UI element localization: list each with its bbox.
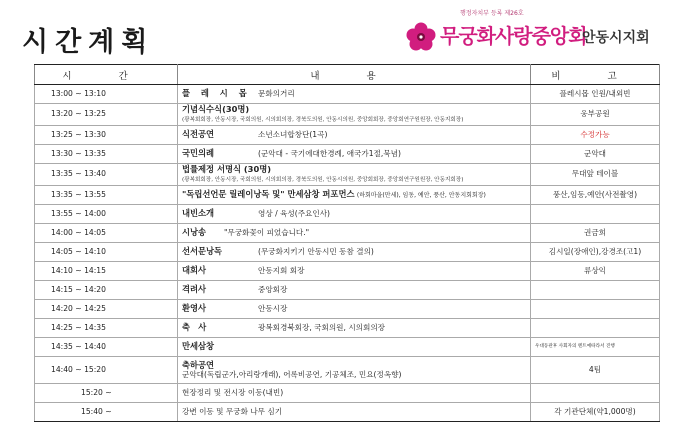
row-note: 류상익: [531, 262, 660, 281]
table-row: [35, 224, 660, 243]
row-note: 수정가능: [531, 126, 660, 145]
row-detail: 강변 이동 및 무궁화 나무 심기: [182, 406, 283, 416]
row-content: [178, 145, 531, 164]
row-label: 대회사: [182, 265, 207, 276]
row-note: 군악대: [531, 145, 660, 164]
row-content: [178, 403, 531, 422]
row-label: 만세삼창: [182, 341, 215, 352]
row-sub: (광복회회장, 안동시장, 국회의원, 시의회의장, 경북도의원, 안동시의원, 중앙회회장, 중앙회연구원원장, 안동지회장): [182, 177, 464, 183]
row-time: 15:20 ~: [35, 384, 178, 403]
row-content: [178, 281, 531, 300]
row-time: 14:40 ~ 15:20: [35, 357, 178, 384]
row-time: 13:25 ~ 13:30: [35, 126, 178, 145]
table-row: [35, 262, 660, 281]
row-detail: 안동지회 회장: [258, 266, 305, 276]
row-content: [178, 262, 531, 281]
row-detail: "무궁화꽃이 피었습니다.": [224, 228, 310, 238]
row-content: [178, 104, 531, 126]
row-time: 15:40 ~: [35, 403, 178, 422]
row-content: [178, 164, 531, 186]
row-label: 축 사: [182, 322, 207, 333]
row-note: [531, 300, 660, 319]
row-note: 무대앞 테이블: [531, 164, 660, 186]
table-row: [35, 126, 660, 145]
row-note: 플레시몹 인원/내외빈: [531, 85, 660, 104]
table-row: [35, 281, 660, 300]
row-label: 식전공연: [182, 129, 215, 140]
table-row: [35, 403, 660, 422]
row-content: [178, 224, 531, 243]
row-note: [531, 205, 660, 224]
registration-text: 행정자치부 등록 제26호: [460, 10, 524, 17]
row-content: [178, 384, 531, 403]
row-note: [531, 384, 660, 403]
row-time: 14:25 ~ 14:35: [35, 319, 178, 338]
table-header-row: [35, 65, 660, 85]
row-label: 선서문낭독: [182, 246, 223, 257]
row-time: 14:00 ~ 14:05: [35, 224, 178, 243]
row-note: 웅부공원: [531, 104, 660, 126]
mugunghwa-flower-icon: [406, 22, 436, 52]
row-detail: 안동시장: [258, 304, 288, 314]
table-row: [35, 243, 660, 262]
row-detail: 중앙회장: [258, 285, 288, 295]
row-detail: 문화의거리: [258, 89, 295, 99]
row-time: 13:35 ~ 13:40: [35, 164, 178, 186]
row-detail: 군악대(독립군가,아리랑개래), 어록비공연, 기공체조, 민요(정옥향): [182, 369, 402, 379]
row-sub: (광복회회장, 안동시장, 국회의원, 시의회의장, 경북도의원, 안동시의원, 중앙회회장, 중앙회연구원원장, 안동지회장): [182, 117, 464, 123]
row-content: [178, 205, 531, 224]
row-time: 13:20 ~ 13:25: [35, 104, 178, 126]
schedule-table: [34, 64, 660, 422]
org-name: 무궁화사랑중앙회: [440, 24, 587, 48]
header-time: 시 간: [35, 65, 178, 85]
row-note: [531, 281, 660, 300]
row-time: 14:35 ~ 14:40: [35, 338, 178, 357]
row-time: 14:10 ~ 14:15: [35, 262, 178, 281]
table-row: [35, 319, 660, 338]
row-note: 각 기관단체(약1,000명): [531, 403, 660, 422]
row-time: 14:15 ~ 14:20: [35, 281, 178, 300]
header-note: 비 고: [531, 65, 660, 85]
row-time: 13:00 ~ 13:10: [35, 85, 178, 104]
row-detail: (하회마을(만세), 임동, 예안, 풍산, 안동지회회장): [356, 192, 486, 200]
row-label: 플 레 시 몹: [182, 88, 251, 99]
row-content: [178, 126, 531, 145]
row-time: 14:05 ~ 14:10: [35, 243, 178, 262]
row-note: 우대동관후 사회자의 멘트예따라서 진행: [531, 338, 660, 357]
row-detail: (무궁화지키기 안동시민 동참 결의): [258, 247, 374, 257]
row-label: 환영사: [182, 303, 207, 314]
table-row: [35, 85, 660, 104]
row-note: 풍산,임동,예안(사전촬영): [531, 186, 660, 205]
row-time: 14:20 ~ 14:25: [35, 300, 178, 319]
row-detail: 소년소녀합창단(1곡): [258, 130, 328, 140]
row-content: [178, 338, 531, 357]
table-row: [35, 104, 660, 126]
row-label: 축하공연: [182, 359, 215, 370]
table-row: [35, 357, 660, 384]
row-content: [178, 357, 531, 384]
row-note: [531, 319, 660, 338]
row-note: 권금희: [531, 224, 660, 243]
row-time: 13:30 ~ 13:35: [35, 145, 178, 164]
org-logo: [398, 6, 666, 56]
row-label: 기념식수식(30명): [182, 104, 250, 115]
table-row: [35, 186, 660, 205]
row-label: 국민의례: [182, 148, 215, 159]
row-content: [178, 85, 531, 104]
page-title: 시간계획: [22, 27, 155, 58]
row-detail: 영상 / 육성(주요인사): [258, 209, 330, 219]
row-label: 법률제정 서명식 (30명): [182, 164, 272, 175]
row-label: "독립선언문 릴레이낭독 및" 만세삼창 퍼포먼스: [182, 189, 355, 200]
table-row: [35, 338, 660, 357]
row-detail: (군악대 - 국기에대한경례, 애국가1절,묵념): [258, 149, 401, 159]
row-label: 격려사: [182, 284, 207, 295]
row-detail: 현장정리 및 전시장 이동(내빈): [182, 387, 284, 397]
table-row: [35, 145, 660, 164]
table-row: [35, 164, 660, 186]
header-content: 내 용: [178, 65, 531, 85]
row-label: 시낭송: [182, 227, 207, 238]
row-note: 김시일(장애인),강경조(고1): [531, 243, 660, 262]
row-content: [178, 243, 531, 262]
row-time: 13:55 ~ 14:00: [35, 205, 178, 224]
table-row: [35, 300, 660, 319]
table-row: [35, 205, 660, 224]
row-content: [178, 319, 531, 338]
table-row: [35, 384, 660, 403]
row-time: 13:35 ~ 13:55: [35, 186, 178, 205]
row-content: [178, 186, 531, 205]
org-branch: 안동시지회: [582, 30, 650, 46]
row-content: [178, 300, 531, 319]
row-detail: 광복회경북회장, 국회의원, 시의회의장: [258, 323, 386, 333]
row-label: 내빈소개: [182, 208, 215, 219]
row-note: 4팀: [531, 357, 660, 384]
